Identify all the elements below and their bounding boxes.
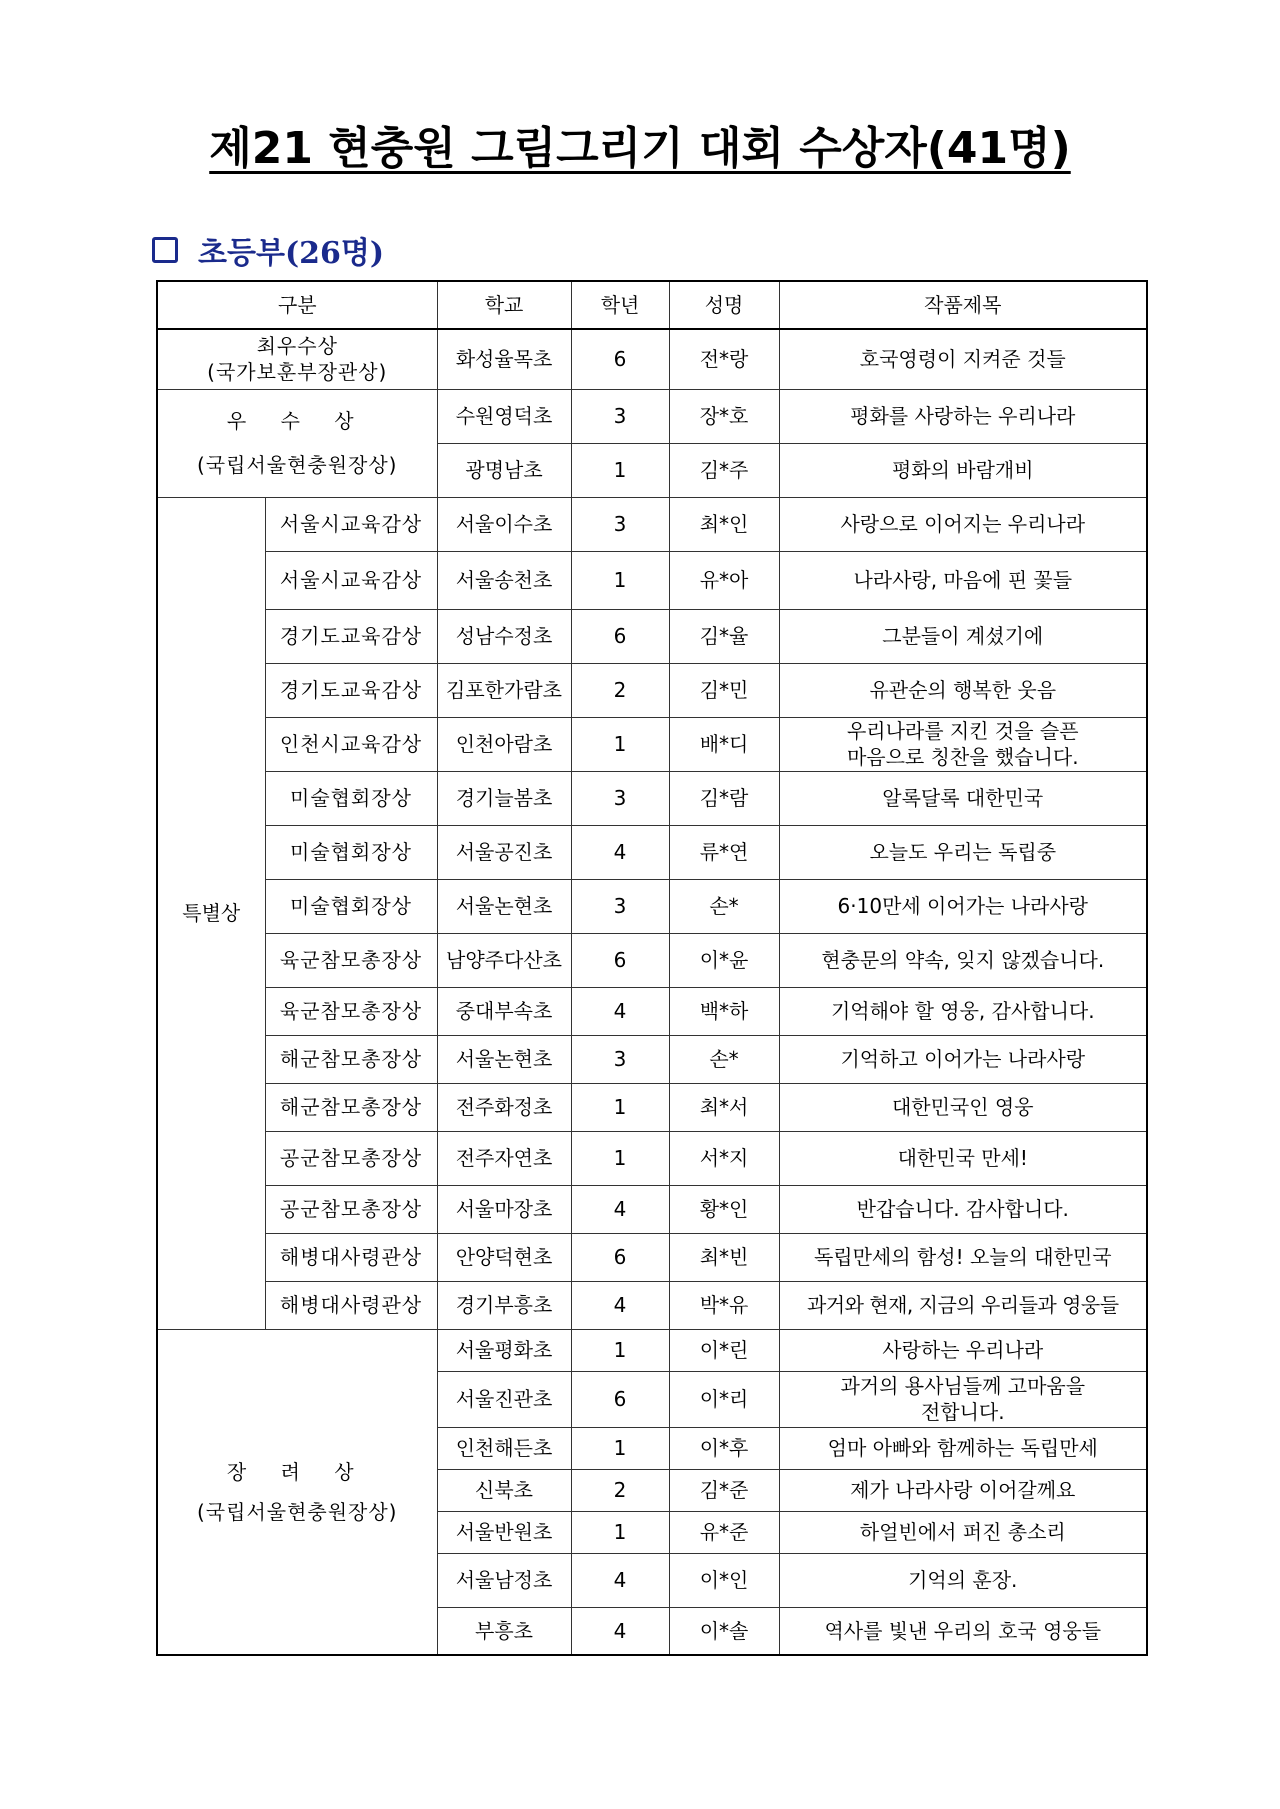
grade-cell: 6 [571, 1371, 669, 1427]
school-cell: 서울논현초 [437, 1035, 571, 1083]
name-cell: 김*주 [669, 443, 779, 497]
school-cell: 김포한가람초 [437, 663, 571, 717]
header-grade: 학년 [571, 281, 669, 329]
award-encourage [157, 1329, 437, 1655]
section-heading [152, 228, 384, 272]
name-cell: 손* [669, 1035, 779, 1083]
table-row [157, 1083, 1147, 1131]
award-cell: 공군참모총장상 [265, 1131, 437, 1185]
award-encourage-line1: 장 려 상 [226, 1459, 368, 1484]
grade-cell: 1 [571, 1329, 669, 1371]
grade-cell: 6 [571, 609, 669, 663]
award-cell: 경기도교육감상 [265, 663, 437, 717]
school-cell: 신북초 [437, 1469, 571, 1511]
name-cell: 황*인 [669, 1185, 779, 1233]
table-row [157, 879, 1147, 933]
school-cell: 서울진관초 [437, 1371, 571, 1427]
name-cell: 김*준 [669, 1469, 779, 1511]
work-cell: 알록달록 대한민국 [779, 771, 1147, 825]
grade-cell: 1 [571, 443, 669, 497]
award-excellence-line1: 우 수 상 [226, 409, 368, 433]
table-row [157, 1035, 1147, 1083]
name-cell: 박*유 [669, 1281, 779, 1329]
table-row [157, 609, 1147, 663]
table-row [157, 1233, 1147, 1281]
table-row [157, 1131, 1147, 1185]
grade-cell: 1 [571, 551, 669, 609]
work-cell: 오늘도 우리는 독립중 [779, 825, 1147, 879]
award-cell: 육군참모총장상 [265, 987, 437, 1035]
award-cell: 해병대사령관상 [265, 1233, 437, 1281]
grade-cell: 3 [571, 497, 669, 551]
checkbox-icon [152, 237, 178, 263]
header-category: 구분 [157, 281, 437, 329]
grade-cell: 1 [571, 1427, 669, 1469]
work-cell: 제가 나라사랑 이어갈께요 [779, 1469, 1147, 1511]
work-cell [779, 1371, 1147, 1427]
school-cell: 남양주다산초 [437, 933, 571, 987]
name-cell: 이*윤 [669, 933, 779, 987]
table-header-row [157, 281, 1147, 329]
table-row [157, 987, 1147, 1035]
school-cell: 인천해든초 [437, 1427, 571, 1469]
work-cell: 그분들이 계셨기에 [779, 609, 1147, 663]
award-cell: 공군참모총장상 [265, 1185, 437, 1233]
award-cell: 인천시교육감상 [265, 717, 437, 771]
work-line1: 우리나라를 지킨 것을 슬픈 [846, 719, 1079, 743]
work-cell: 반갑습니다. 감사합니다. [779, 1185, 1147, 1233]
school-cell: 중대부속초 [437, 987, 571, 1035]
name-cell: 이*솔 [669, 1607, 779, 1655]
award-excellence [157, 389, 437, 497]
work-cell: 호국영령이 지켜준 것들 [779, 329, 1147, 389]
work-cell: 엄마 아빠와 함께하는 독립만세 [779, 1427, 1147, 1469]
name-cell: 류*연 [669, 825, 779, 879]
table-row [157, 771, 1147, 825]
award-grand-line2: (국가보훈부장관상) [207, 360, 388, 385]
table-row [157, 497, 1147, 551]
award-excellence-line2: (국립서울현충원장상) [197, 453, 398, 477]
award-special: 특별상 [157, 497, 265, 1329]
work-line1: 과거의 용사님들께 고마움을 [840, 1374, 1086, 1398]
table-row [157, 389, 1147, 443]
grade-cell: 1 [571, 1131, 669, 1185]
school-cell: 성남수정초 [437, 609, 571, 663]
grade-cell: 6 [571, 933, 669, 987]
work-cell: 유관순의 행복한 웃음 [779, 663, 1147, 717]
work-cell: 기억하고 이어가는 나라사랑 [779, 1035, 1147, 1083]
school-cell: 경기부흥초 [437, 1281, 571, 1329]
grade-cell: 1 [571, 1511, 669, 1553]
school-cell: 전주화정초 [437, 1083, 571, 1131]
grade-cell: 1 [571, 717, 669, 771]
school-cell: 서울반원초 [437, 1511, 571, 1553]
section-label: 초등부(26명) [198, 236, 385, 271]
award-cell: 해군참모총장상 [265, 1035, 437, 1083]
school-cell: 서울공진초 [437, 825, 571, 879]
school-cell: 서울평화초 [437, 1329, 571, 1371]
table-row [157, 933, 1147, 987]
table-row [157, 825, 1147, 879]
award-cell: 해병대사령관상 [265, 1281, 437, 1329]
name-cell: 김*민 [669, 663, 779, 717]
school-cell: 서울논현초 [437, 879, 571, 933]
school-cell: 안양덕현초 [437, 1233, 571, 1281]
work-cell: 사랑하는 우리나라 [779, 1329, 1147, 1371]
table-row [157, 551, 1147, 609]
name-cell: 서*지 [669, 1131, 779, 1185]
school-cell: 서울송천초 [437, 551, 571, 609]
grade-cell: 4 [571, 987, 669, 1035]
name-cell: 배*디 [669, 717, 779, 771]
table-row [157, 717, 1147, 771]
header-work: 작품제목 [779, 281, 1147, 329]
name-cell: 이*리 [669, 1371, 779, 1427]
school-cell: 인천아람초 [437, 717, 571, 771]
work-cell: 대한민국 만세! [779, 1131, 1147, 1185]
work-cell: 역사를 빛낸 우리의 호국 영웅들 [779, 1607, 1147, 1655]
work-cell: 6·10만세 이어가는 나라사랑 [779, 879, 1147, 933]
name-cell: 최*빈 [669, 1233, 779, 1281]
page-title [0, 112, 1280, 176]
award-grand [157, 329, 437, 389]
name-cell: 장*호 [669, 389, 779, 443]
name-cell: 이*인 [669, 1553, 779, 1607]
name-cell: 이*후 [669, 1427, 779, 1469]
grade-cell: 4 [571, 825, 669, 879]
award-cell: 서울시교육감상 [265, 497, 437, 551]
work-cell: 하얼빈에서 퍼진 총소리 [779, 1511, 1147, 1553]
grade-cell: 4 [571, 1607, 669, 1655]
work-cell: 평화의 바람개비 [779, 443, 1147, 497]
grade-cell: 4 [571, 1553, 669, 1607]
name-cell: 유*아 [669, 551, 779, 609]
grade-cell: 4 [571, 1281, 669, 1329]
name-cell: 전*랑 [669, 329, 779, 389]
header-school: 학교 [437, 281, 571, 329]
work-cell: 기억해야 할 영웅, 감사합니다. [779, 987, 1147, 1035]
award-cell: 육군참모총장상 [265, 933, 437, 987]
header-name: 성명 [669, 281, 779, 329]
grade-cell: 4 [571, 1185, 669, 1233]
table-row [157, 663, 1147, 717]
school-cell: 수원영덕초 [437, 389, 571, 443]
table-row [157, 1281, 1147, 1329]
grade-cell: 2 [571, 663, 669, 717]
work-cell: 사랑으로 이어지는 우리나라 [779, 497, 1147, 551]
school-cell: 화성율목초 [437, 329, 571, 389]
grade-cell: 3 [571, 1035, 669, 1083]
work-cell [779, 717, 1147, 771]
award-grand-line1: 최우수상 [256, 334, 338, 359]
school-cell: 서울마장초 [437, 1185, 571, 1233]
table-row [157, 1185, 1147, 1233]
work-cell: 과거와 현재, 지금의 우리들과 영웅들 [779, 1281, 1147, 1329]
award-cell: 해군참모총장상 [265, 1083, 437, 1131]
title-text: 제21 현충원 그림그리기 대회 수상자(41명) [209, 123, 1071, 174]
award-cell: 경기도교육감상 [265, 609, 437, 663]
award-cell: 미술협회장상 [265, 825, 437, 879]
award-cell: 서울시교육감상 [265, 551, 437, 609]
name-cell: 백*하 [669, 987, 779, 1035]
name-cell: 이*린 [669, 1329, 779, 1371]
grade-cell: 1 [571, 1083, 669, 1131]
work-cell: 독립만세의 함성! 오늘의 대한민국 [779, 1233, 1147, 1281]
grade-cell: 3 [571, 389, 669, 443]
name-cell: 김*율 [669, 609, 779, 663]
table-row [157, 1329, 1147, 1371]
name-cell: 최*인 [669, 497, 779, 551]
awards-table [156, 280, 1148, 1656]
grade-cell: 3 [571, 771, 669, 825]
work-cell: 평화를 사랑하는 우리나라 [779, 389, 1147, 443]
work-cell: 기억의 훈장. [779, 1553, 1147, 1607]
award-cell: 미술협회장상 [265, 771, 437, 825]
school-cell: 서울남정초 [437, 1553, 571, 1607]
name-cell: 김*람 [669, 771, 779, 825]
work-cell: 대한민국인 영웅 [779, 1083, 1147, 1131]
award-encourage-line2: (국립서울현충원장상) [197, 1499, 398, 1524]
school-cell: 부흥초 [437, 1607, 571, 1655]
school-cell: 전주자연초 [437, 1131, 571, 1185]
grade-cell: 2 [571, 1469, 669, 1511]
school-cell: 서울이수초 [437, 497, 571, 551]
name-cell: 유*준 [669, 1511, 779, 1553]
school-cell: 경기늘봄초 [437, 771, 571, 825]
work-line2: 전합니다. [920, 1400, 1005, 1424]
award-cell: 미술협회장상 [265, 879, 437, 933]
work-line2: 마음으로 칭찬을 했습니다. [846, 745, 1079, 769]
name-cell: 손* [669, 879, 779, 933]
grade-cell: 6 [571, 1233, 669, 1281]
work-cell: 나라사랑, 마음에 핀 꽃들 [779, 551, 1147, 609]
grade-cell: 3 [571, 879, 669, 933]
name-cell: 최*서 [669, 1083, 779, 1131]
grade-cell: 6 [571, 329, 669, 389]
table-row [157, 329, 1147, 389]
work-cell: 현충문의 약속, 잊지 않겠습니다. [779, 933, 1147, 987]
school-cell: 광명남초 [437, 443, 571, 497]
